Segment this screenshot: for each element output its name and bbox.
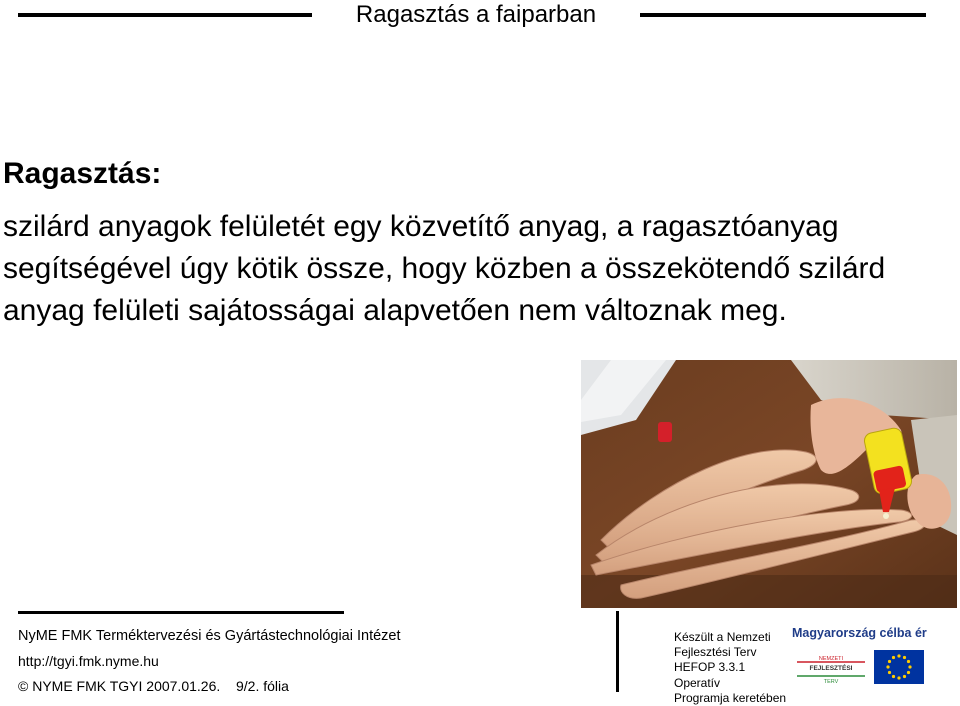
program-line: Fejlesztési Terv [674, 645, 757, 660]
header-rule-right [640, 13, 926, 17]
nft-logo-text-1: NEMZETI [818, 656, 844, 662]
nft-logo [793, 652, 869, 684]
program-line: Programja keretében [674, 690, 787, 705]
gluing-photo [581, 360, 957, 608]
definition-text: szilárd anyagok felületét egy közvetítő anyag, a ragasztóanyag segítségével úgy kötik össze, hogy közben a összekötendő szilárd anyag felületi sajátosságai alapvetően nem változnak meg. [3, 210, 886, 327]
footer-rule-left [18, 611, 344, 614]
footer-page-number: 9/2. fólia [236, 678, 289, 694]
footer-institute: NyME FMK Terméktervezési és Gyártástechnológiai Intézet [18, 628, 401, 644]
footer-rule-right [616, 611, 619, 692]
header-rule-left [18, 13, 312, 17]
program-line: Készült a Nemzeti [674, 630, 771, 644]
eu-flag-graphic [874, 650, 924, 684]
nft-logo-text-2: FEJLESZTÉSI [809, 665, 853, 672]
gluing-photo-illustration [581, 360, 957, 608]
program-line: HEFOP 3.3.1 Operatív [674, 660, 746, 690]
eu-flag-icon [874, 650, 924, 684]
definition-heading: Ragasztás: [3, 157, 162, 190]
slogan: Magyarország célba ér [792, 626, 927, 640]
footer-url[interactable]: http://tgyi.fmk.nyme.hu [18, 653, 159, 669]
program-info [674, 630, 792, 706]
slide-title: Ragasztás a faiparban [355, 1, 597, 28]
nft-logo-text-3: TERV [823, 679, 839, 684]
nft-logo-graphic [793, 652, 869, 684]
footer-copyright: © NYME FMK TGYI 2007.01.26. [18, 678, 221, 694]
